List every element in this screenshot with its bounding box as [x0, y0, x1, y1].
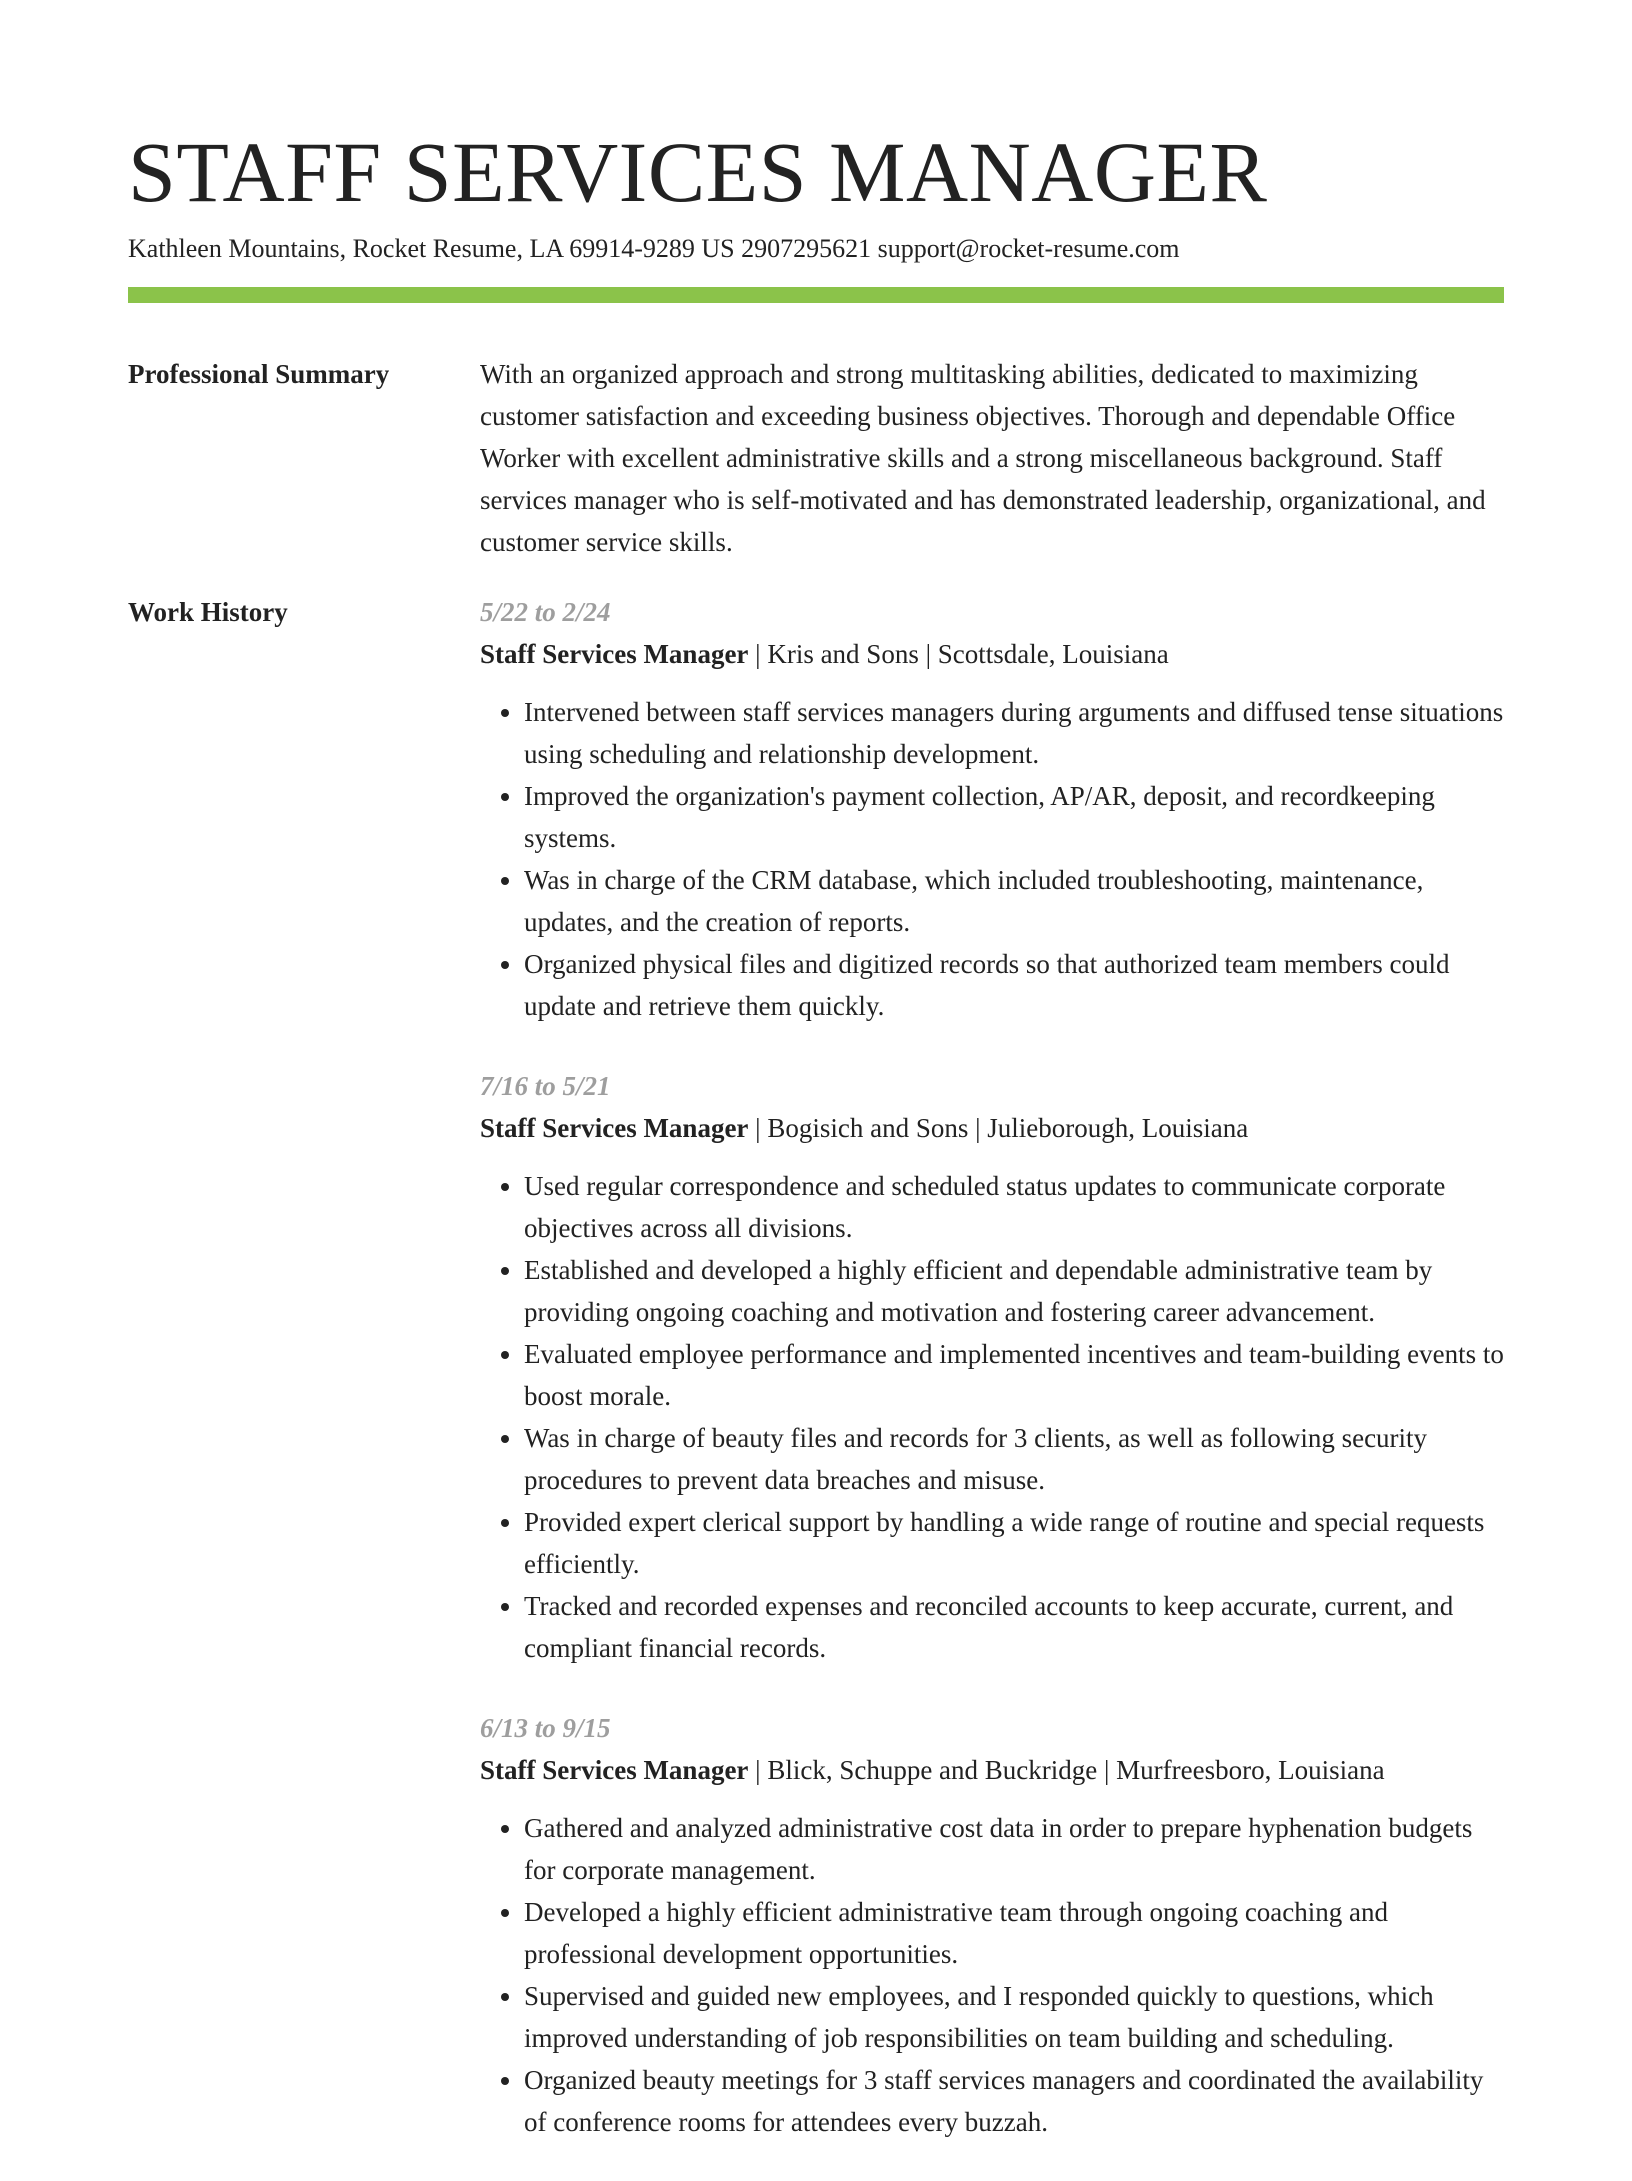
job-bullet: • Evaluated employee performance and implemented incentives and team-building events to boost morale.: [524, 1333, 1504, 1417]
job-bullet: • Intervened between staff services managers during arguments and diffused tense situations using scheduling and relationship development.: [524, 691, 1504, 775]
job-company-location: | Blick, Schuppe and Buckridge | Murfreesboro, Louisiana: [748, 1755, 1385, 1785]
job-bullet: • Developed a highly efficient administrative team through ongoing coaching and professional development opportunities.: [524, 1891, 1504, 1975]
contact-line: Kathleen Mountains, Rocket Resume, LA 69914-9289 US 2907295621 support@rocket-resume.com: [128, 234, 1180, 263]
job-bullet: • Gathered and analyzed administrative cost data in order to prepare hyphenation budgets for corporate management.: [524, 1807, 1504, 1891]
job-bullet: • Organized beauty meetings for 3 staff services managers and coordinated the availability of conference rooms for attendees every buzzah.: [524, 2059, 1504, 2143]
job-company-location: | Kris and Sons | Scottsdale, Louisiana: [748, 639, 1169, 669]
job-bullet-list: [480, 1165, 1504, 1669]
accent-divider: [128, 287, 1504, 303]
job-bullet: • Provided expert clerical support by handling a wide range of routine and special requests efficiently.: [524, 1501, 1504, 1585]
job-entry: [480, 1707, 1504, 2143]
job-bullet: • Supervised and guided new employees, and I responded quickly to questions, which improved understanding of job responsibilities on team building and scheduling.: [524, 1975, 1504, 2059]
job-bullet: • Established and developed a highly efficient and dependable administrative team by providing ongoing coaching and motivation and fostering career advancement.: [524, 1249, 1504, 1333]
job-company-location: | Bogisich and Sons | Julieborough, Louisiana: [748, 1113, 1249, 1143]
job-dates: 5/22 to 2/24: [480, 597, 611, 627]
job-role: Staff Services Manager: [480, 1113, 749, 1143]
job-entry: [480, 1065, 1504, 1669]
job-bullet: • Used regular correspondence and scheduled status updates to communicate corporate objectives across all divisions.: [524, 1165, 1504, 1249]
job-dates: 7/16 to 5/21: [480, 1071, 611, 1101]
job-title-line: [480, 1749, 1504, 1791]
resume-page: [128, 0, 1504, 2181]
work-history-label: Work History: [128, 597, 288, 627]
job-dates: 6/13 to 9/15: [480, 1713, 611, 1743]
job-role: Staff Services Manager: [480, 639, 749, 669]
work-history-section: [128, 591, 1504, 2181]
job-entry: [480, 591, 1504, 1027]
summary-section: [128, 353, 1504, 563]
job-title-line: [480, 1107, 1504, 1149]
job-bullet: • Was in charge of beauty files and records for 3 clients, as well as following security procedures to prevent data breaches and misuse.: [524, 1417, 1504, 1501]
summary-label: Professional Summary: [128, 359, 390, 389]
job-bullet: • Was in charge of the CRM database, which included troubleshooting, maintenance, updates, and the creation of reports.: [524, 859, 1504, 943]
job-bullet-list: [480, 1807, 1504, 2143]
job-bullet-list: [480, 691, 1504, 1027]
summary-text: With an organized approach and strong multitasking abilities, dedicated to maximizing customer satisfaction and exceeding business objectives. Thorough and dependable Office Worker with excellent administrative skills and a strong miscellaneous background. Staff services manager who is self-motivated and has demonstrated leadership, organizational, and customer service skills.: [480, 359, 1486, 557]
job-bullet: • Organized physical files and digitized records so that authorized team members could update and retrieve them quickly.: [524, 943, 1504, 1027]
job-title-line: [480, 633, 1504, 675]
job-role: Staff Services Manager: [480, 1755, 749, 1785]
work-history-body: [480, 591, 1504, 2181]
job-bullet: • Improved the organization's payment collection, AP/AR, deposit, and recordkeeping systems.: [524, 775, 1504, 859]
summary-body: [480, 353, 1504, 563]
resume-title: STAFF SERVICES MANAGER: [128, 124, 1268, 220]
job-bullet: • Tracked and recorded expenses and reconciled accounts to keep accurate, current, and compliant financial records.: [524, 1585, 1504, 1669]
